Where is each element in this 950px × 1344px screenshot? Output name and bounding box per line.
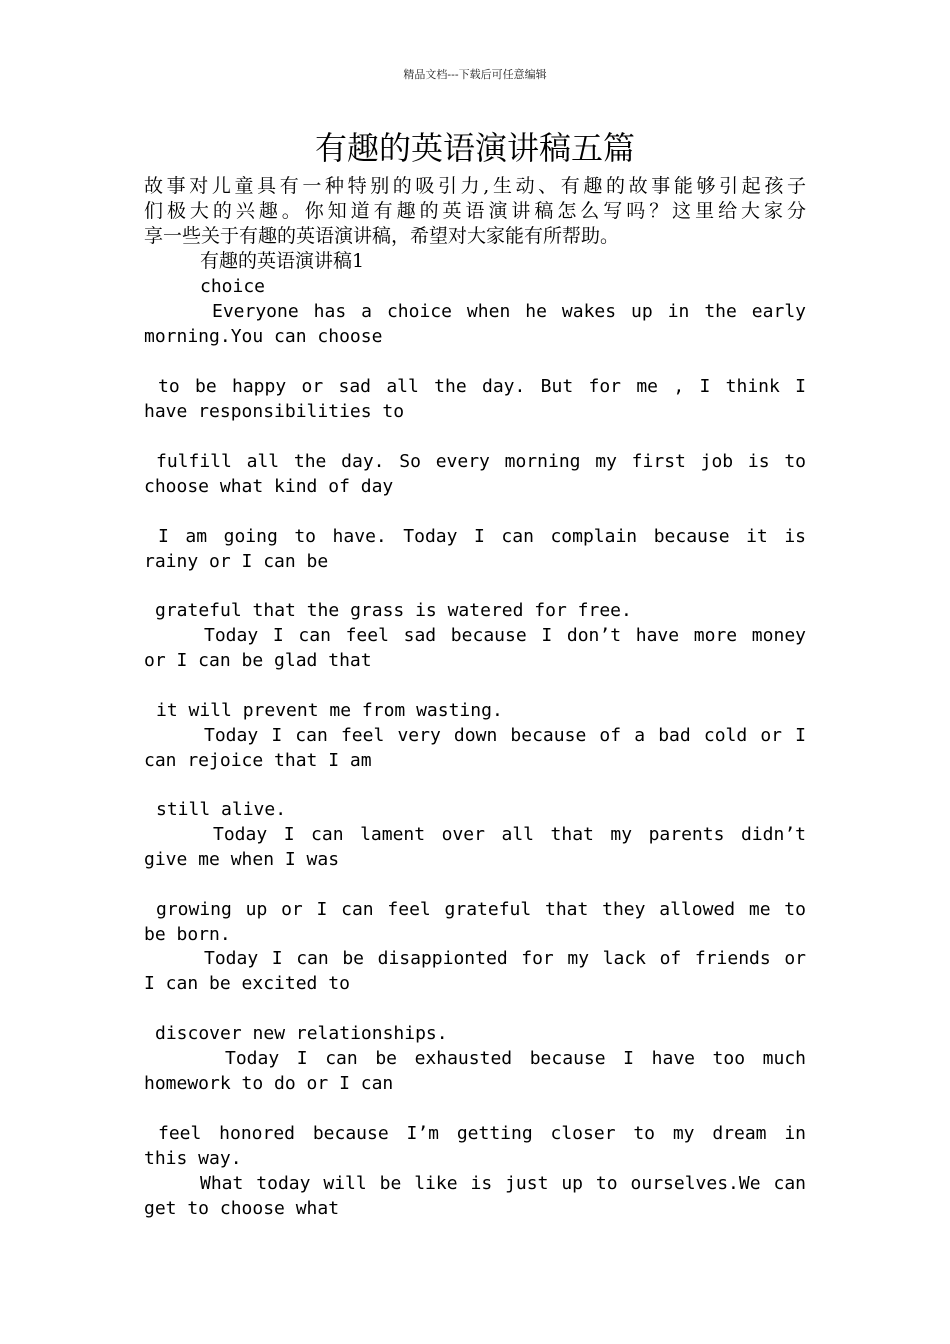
body-line: Today I can be disappionted for my lack of friends or xyxy=(204,948,806,969)
speech-title: choice xyxy=(200,276,266,297)
body-line: fulfill all the day. So every morning my first job is to xyxy=(156,451,806,472)
body-line: be born. xyxy=(144,924,231,945)
body-line: it will prevent me from wasting. xyxy=(156,700,503,721)
body-line: to be happy or sad all the day. But for me , I think I xyxy=(158,376,806,397)
body-line: Today I can lament over all that my parents didn’t xyxy=(213,824,806,845)
body-line: growing up or I can feel grateful that they allowed me to xyxy=(156,899,806,920)
body-line: can rejoice that I am xyxy=(144,750,372,771)
body-line: morning.You can choose xyxy=(144,326,383,347)
page-header: 精品文档---下载后可任意编辑 xyxy=(403,68,547,81)
page-title: 有趣的英语演讲稿五篇 xyxy=(314,129,635,167)
body-line: Everyone has a choice when he wakes up in the early xyxy=(212,301,806,322)
body-line: feel honored because I’m getting closer to my dream in xyxy=(158,1123,806,1144)
body-line: homework to do or I can xyxy=(144,1073,394,1094)
section-heading: 有趣的英语演讲稿1 xyxy=(200,250,365,272)
body-line: or I can be glad that xyxy=(144,650,372,671)
body-line: Today I can feel very down because of a bad cold or I xyxy=(204,725,806,746)
body-line: still alive. xyxy=(156,799,287,820)
body-line: Today I can feel sad because I don’t have more money xyxy=(204,625,806,646)
body-line: discover new relationships. xyxy=(155,1023,448,1044)
body-line: I can be excited to xyxy=(144,973,350,994)
intro-line: 故事对儿童具有一种特别的吸引力,生动、有趣的故事能够引起孩子 xyxy=(144,175,806,197)
body-line: get to choose what xyxy=(144,1198,340,1219)
body-line: choose what kind of day xyxy=(144,476,394,497)
intro-line: 们极大的兴趣。你知道有趣的英语演讲稿怎么写吗？这里给大家分 xyxy=(144,200,806,222)
body-line: grateful that the grass is watered for free. xyxy=(155,600,632,621)
body-line: have responsibilities to xyxy=(144,401,405,422)
body-line: Today I can be exhausted because I have too much xyxy=(225,1048,806,1069)
body-line: this way. xyxy=(144,1148,242,1169)
body-line: I am going to have. Today I can complain because it is xyxy=(158,526,806,547)
body-line: What today will be like is just up to ourselves.We can xyxy=(200,1173,806,1194)
intro-line: 享一些关于有趣的英语演讲稿，希望对大家能有所帮助。 xyxy=(144,225,620,247)
body-line: rainy or I can be xyxy=(144,551,329,572)
body-line: give me when I was xyxy=(144,849,340,870)
